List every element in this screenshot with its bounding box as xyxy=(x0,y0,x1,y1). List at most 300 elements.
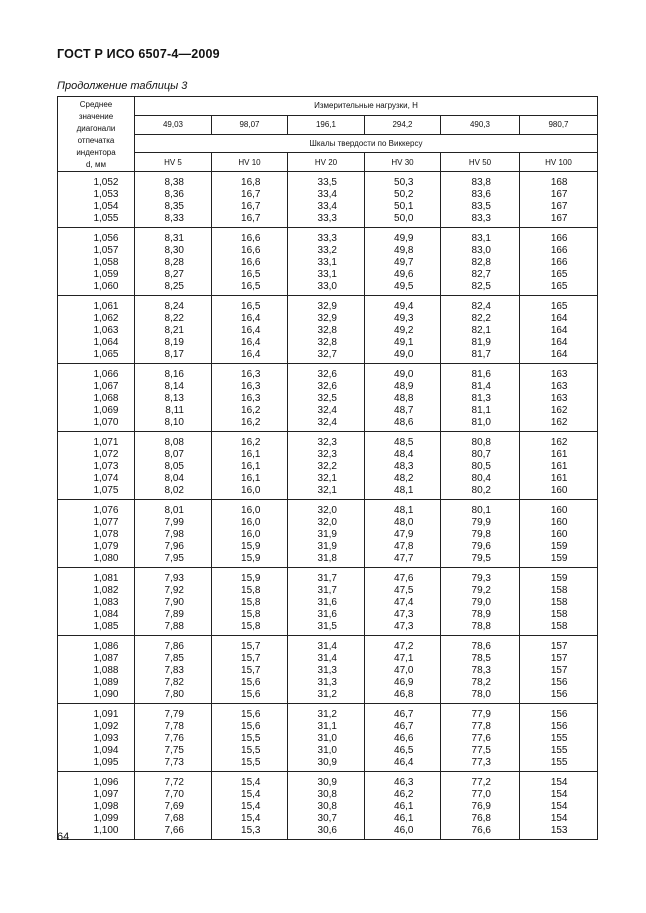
hardness-cell xyxy=(288,801,365,813)
hardness-cell xyxy=(212,568,288,586)
hardness-cell xyxy=(288,257,365,269)
cell-value: 16,0 xyxy=(241,529,261,540)
hardness-cell xyxy=(441,269,520,281)
cell-value: 48,6 xyxy=(394,417,414,428)
hardness-cell xyxy=(212,228,288,246)
cell-value: 47,4 xyxy=(394,597,414,608)
cell-value: 162 xyxy=(550,405,568,416)
hardness-cell xyxy=(212,393,288,405)
cell-value: 48,3 xyxy=(394,461,414,472)
hardness-cell xyxy=(520,609,598,621)
cell-value: 161 xyxy=(550,461,568,472)
hardness-cell xyxy=(288,449,365,461)
hardness-cell xyxy=(441,517,520,529)
cell-value: 159 xyxy=(550,541,568,552)
hardness-cell xyxy=(212,825,288,840)
row-group xyxy=(58,296,598,364)
hardness-cell xyxy=(441,733,520,745)
hardness-cell xyxy=(520,585,598,597)
cell-value: 82,8 xyxy=(471,257,491,268)
cell-value: 1,052 xyxy=(93,177,119,188)
hardness-cell xyxy=(135,325,212,337)
table-row xyxy=(58,245,598,257)
row-group xyxy=(58,432,598,500)
cell-value: 16,1 xyxy=(241,449,261,460)
hardness-cell xyxy=(212,689,288,704)
cell-value: 15,3 xyxy=(241,825,261,836)
hardness-cell xyxy=(288,296,365,314)
cell-value: 16,0 xyxy=(241,517,261,528)
cell-value: 31,7 xyxy=(317,573,337,584)
cell-value: 16,7 xyxy=(241,213,261,224)
hardness-cell xyxy=(441,721,520,733)
hardness-cell xyxy=(212,529,288,541)
hardness-cell xyxy=(135,801,212,813)
cell-value: 8,24 xyxy=(164,301,184,312)
hardness-cell xyxy=(441,393,520,405)
hardness-cell xyxy=(135,733,212,745)
diagonal-cell xyxy=(58,485,135,500)
cell-value: 157 xyxy=(550,653,568,664)
hardness-cell xyxy=(441,689,520,704)
hardness-cell xyxy=(520,393,598,405)
cell-value: 1,086 xyxy=(93,641,119,652)
cell-value: 80,2 xyxy=(471,485,491,496)
diagonal-cell xyxy=(58,529,135,541)
hardness-cell xyxy=(212,245,288,257)
cell-value: 32,1 xyxy=(317,473,337,484)
cell-value: 7,92 xyxy=(164,585,184,596)
diagonal-cell xyxy=(58,228,135,246)
cell-value: 80,8 xyxy=(471,437,491,448)
hardness-cell xyxy=(212,636,288,654)
hardness-cell xyxy=(365,473,441,485)
table-row xyxy=(58,665,598,677)
cell-value: 16,5 xyxy=(241,269,261,280)
cell-value: 1,095 xyxy=(93,757,119,768)
diagonal-cell xyxy=(58,325,135,337)
cell-value: 49,2 xyxy=(394,325,414,336)
hardness-cell xyxy=(212,553,288,568)
diagonal-cell xyxy=(58,745,135,757)
hardness-cell xyxy=(212,349,288,364)
table-caption: Продолжение таблицы 3 xyxy=(57,80,188,92)
hardness-cell xyxy=(288,500,365,518)
hardness-cell xyxy=(365,349,441,364)
hardness-cell xyxy=(365,417,441,432)
diagonal-cell xyxy=(58,473,135,485)
hardness-cell xyxy=(365,485,441,500)
table-row xyxy=(58,449,598,461)
cell-value: 16,4 xyxy=(241,337,261,348)
hardness-cell xyxy=(520,364,598,382)
cell-value: 8,19 xyxy=(164,337,184,348)
diagonal-cell xyxy=(58,721,135,733)
hardness-cell xyxy=(288,313,365,325)
cell-value: 8,17 xyxy=(164,349,184,360)
hardness-cell xyxy=(135,500,212,518)
cell-value: 7,82 xyxy=(164,677,184,688)
hardness-cell xyxy=(441,417,520,432)
cell-value: 1,067 xyxy=(93,381,119,392)
cell-value: 156 xyxy=(550,677,568,688)
cell-value: 155 xyxy=(550,757,568,768)
hardness-cell xyxy=(441,281,520,296)
cell-value: 7,80 xyxy=(164,689,184,700)
hardness-cell xyxy=(288,172,365,190)
cell-value: 47,1 xyxy=(394,653,414,664)
hardness-cell xyxy=(520,568,598,586)
cell-value: 1,078 xyxy=(93,529,119,540)
cell-value: 77,5 xyxy=(471,745,491,756)
scale-header: HV 10 xyxy=(212,153,288,172)
cell-value: 32,8 xyxy=(317,325,337,336)
hardness-cell xyxy=(365,609,441,621)
cell-value: 48,5 xyxy=(394,437,414,448)
cell-value: 50,2 xyxy=(394,189,414,200)
cell-value: 49,8 xyxy=(394,245,414,256)
hardness-cell xyxy=(288,757,365,772)
cell-value: 31,7 xyxy=(317,585,337,596)
hardness-cell xyxy=(365,281,441,296)
hardness-cell xyxy=(288,529,365,541)
cell-value: 48,9 xyxy=(394,381,414,392)
hardness-cell xyxy=(365,213,441,228)
hardness-cell xyxy=(365,636,441,654)
cell-value: 162 xyxy=(550,417,568,428)
hardness-cell xyxy=(212,813,288,825)
cell-value: 7,79 xyxy=(164,709,184,720)
cell-value: 31,3 xyxy=(317,677,337,688)
cell-value: 15,4 xyxy=(241,789,261,800)
cell-value: 49,4 xyxy=(394,301,414,312)
hardness-cell xyxy=(288,364,365,382)
cell-value: 47,2 xyxy=(394,641,414,652)
row-group xyxy=(58,704,598,772)
hardness-cell xyxy=(212,733,288,745)
cell-value: 1,072 xyxy=(93,449,119,460)
cell-value: 81,9 xyxy=(471,337,491,348)
hardness-cell xyxy=(212,500,288,518)
cell-value: 33,1 xyxy=(317,269,337,280)
cell-value: 79,8 xyxy=(471,529,491,540)
hardness-cell xyxy=(288,704,365,722)
stub-line: отпечатка xyxy=(77,136,115,145)
cell-value: 32,9 xyxy=(317,313,337,324)
table-row xyxy=(58,364,598,382)
hardness-cell xyxy=(135,585,212,597)
cell-value: 166 xyxy=(550,245,568,256)
cell-value: 31,4 xyxy=(317,641,337,652)
cell-value: 78,0 xyxy=(471,689,491,700)
hardness-cell xyxy=(365,405,441,417)
hardness-cell xyxy=(520,653,598,665)
cell-value: 15,6 xyxy=(241,721,261,732)
cell-value: 8,13 xyxy=(164,393,184,404)
cell-value: 46,4 xyxy=(394,757,414,768)
hardness-cell xyxy=(135,189,212,201)
table-row xyxy=(58,517,598,529)
cell-value: 155 xyxy=(550,733,568,744)
hardness-cell xyxy=(441,500,520,518)
hardness-cell xyxy=(212,473,288,485)
cell-value: 8,28 xyxy=(164,257,184,268)
cell-value: 16,4 xyxy=(241,349,261,360)
cell-value: 16,4 xyxy=(241,325,261,336)
cell-value: 167 xyxy=(550,201,568,212)
load-value: 294,2 xyxy=(365,115,441,134)
hardness-cell xyxy=(441,529,520,541)
cell-value: 1,098 xyxy=(93,801,119,812)
cell-value: 16,3 xyxy=(241,369,261,380)
row-group xyxy=(58,636,598,704)
cell-value: 164 xyxy=(550,313,568,324)
cell-value: 83,8 xyxy=(471,177,491,188)
cell-value: 48,1 xyxy=(394,505,414,516)
diagonal-cell xyxy=(58,621,135,636)
table-row xyxy=(58,325,598,337)
hardness-cell xyxy=(365,568,441,586)
hardness-cell xyxy=(212,269,288,281)
hardness-cell xyxy=(135,529,212,541)
cell-value: 79,5 xyxy=(471,553,491,564)
cell-value: 15,7 xyxy=(241,665,261,676)
diagonal-cell xyxy=(58,636,135,654)
cell-value: 156 xyxy=(550,689,568,700)
cell-value: 48,8 xyxy=(394,393,414,404)
cell-value: 7,76 xyxy=(164,733,184,744)
cell-value: 76,6 xyxy=(471,825,491,836)
hardness-cell xyxy=(365,689,441,704)
cell-value: 32,1 xyxy=(317,485,337,496)
hardness-cell xyxy=(441,313,520,325)
cell-value: 7,93 xyxy=(164,573,184,584)
cell-value: 78,6 xyxy=(471,641,491,652)
hardness-cell xyxy=(365,245,441,257)
cell-value: 1,091 xyxy=(93,709,119,720)
cell-value: 47,3 xyxy=(394,609,414,620)
cell-value: 1,088 xyxy=(93,665,119,676)
diagonal-cell xyxy=(58,313,135,325)
hardness-cell xyxy=(520,296,598,314)
hardness-cell xyxy=(365,257,441,269)
diagonal-cell xyxy=(58,704,135,722)
cell-value: 8,30 xyxy=(164,245,184,256)
hardness-cell xyxy=(212,677,288,689)
cell-value: 7,85 xyxy=(164,653,184,664)
cell-value: 82,4 xyxy=(471,301,491,312)
hardness-cell xyxy=(365,313,441,325)
cell-value: 78,8 xyxy=(471,621,491,632)
table-row xyxy=(58,349,598,364)
hardness-cell xyxy=(212,597,288,609)
cell-value: 1,057 xyxy=(93,245,119,256)
diagonal-cell xyxy=(58,789,135,801)
cell-value: 46,1 xyxy=(394,801,414,812)
cell-value: 16,2 xyxy=(241,417,261,428)
diagonal-cell xyxy=(58,393,135,405)
cell-value: 16,2 xyxy=(241,405,261,416)
cell-value: 158 xyxy=(550,609,568,620)
hardness-cell xyxy=(520,689,598,704)
cell-value: 7,69 xyxy=(164,801,184,812)
cell-value: 46,9 xyxy=(394,677,414,688)
hardness-cell xyxy=(288,228,365,246)
table-row xyxy=(58,597,598,609)
hardness-cell xyxy=(365,772,441,790)
hardness-cell xyxy=(520,337,598,349)
cell-value: 47,3 xyxy=(394,621,414,632)
cell-value: 83,5 xyxy=(471,201,491,212)
hardness-cell xyxy=(441,609,520,621)
cell-value: 49,1 xyxy=(394,337,414,348)
cell-value: 1,053 xyxy=(93,189,119,200)
row-group xyxy=(58,568,598,636)
cell-value: 8,02 xyxy=(164,485,184,496)
cell-value: 159 xyxy=(550,573,568,584)
cell-value: 83,0 xyxy=(471,245,491,256)
hardness-cell xyxy=(441,665,520,677)
diagonal-cell xyxy=(58,201,135,213)
loads-title: Измерительные нагрузки, Н xyxy=(135,97,598,116)
cell-value: 15,5 xyxy=(241,745,261,756)
cell-value: 31,9 xyxy=(317,541,337,552)
hardness-cell xyxy=(365,517,441,529)
table-row xyxy=(58,789,598,801)
hardness-cell xyxy=(135,541,212,553)
table-row xyxy=(58,568,598,586)
cell-value: 1,085 xyxy=(93,621,119,632)
cell-value: 82,2 xyxy=(471,313,491,324)
cell-value: 8,16 xyxy=(164,369,184,380)
cell-value: 33,1 xyxy=(317,257,337,268)
cell-value: 32,0 xyxy=(317,517,337,528)
cell-value: 7,72 xyxy=(164,777,184,788)
stub-line: диагонали xyxy=(76,124,116,133)
cell-value: 16,3 xyxy=(241,393,261,404)
cell-value: 33,3 xyxy=(317,233,337,244)
cell-value: 16,6 xyxy=(241,245,261,256)
table-row xyxy=(58,473,598,485)
cell-value: 15,4 xyxy=(241,813,261,824)
cell-value: 46,5 xyxy=(394,745,414,756)
cell-value: 1,061 xyxy=(93,301,119,312)
hardness-cell xyxy=(212,257,288,269)
hardness-cell xyxy=(288,541,365,553)
diagonal-cell xyxy=(58,517,135,529)
cell-value: 8,05 xyxy=(164,461,184,472)
hardness-cell xyxy=(365,677,441,689)
cell-value: 1,090 xyxy=(93,689,119,700)
hardness-cell xyxy=(365,364,441,382)
diagonal-cell xyxy=(58,349,135,364)
hardness-cell xyxy=(288,485,365,500)
cell-value: 8,01 xyxy=(164,505,184,516)
hardness-cell xyxy=(365,825,441,840)
hardness-cell xyxy=(288,432,365,450)
hardness-cell xyxy=(520,529,598,541)
table-row xyxy=(58,757,598,772)
cell-value: 161 xyxy=(550,473,568,484)
cell-value: 158 xyxy=(550,621,568,632)
diagonal-cell xyxy=(58,172,135,190)
hardness-cell xyxy=(212,585,288,597)
hardness-cell xyxy=(212,745,288,757)
cell-value: 16,5 xyxy=(241,301,261,312)
cell-value: 7,90 xyxy=(164,597,184,608)
hardness-cell xyxy=(288,653,365,665)
cell-value: 1,084 xyxy=(93,609,119,620)
cell-value: 15,7 xyxy=(241,641,261,652)
diagonal-cell xyxy=(58,813,135,825)
cell-value: 165 xyxy=(550,301,568,312)
cell-value: 153 xyxy=(550,825,568,836)
hardness-cell xyxy=(520,553,598,568)
hardness-cell xyxy=(441,653,520,665)
hardness-cell xyxy=(365,789,441,801)
hardness-cell xyxy=(212,609,288,621)
hardness-cell xyxy=(288,789,365,801)
hardness-cell xyxy=(441,449,520,461)
cell-value: 49,3 xyxy=(394,313,414,324)
cell-value: 1,065 xyxy=(93,349,119,360)
cell-value: 1,092 xyxy=(93,721,119,732)
cell-value: 161 xyxy=(550,449,568,460)
cell-value: 16,7 xyxy=(241,201,261,212)
cell-value: 80,7 xyxy=(471,449,491,460)
hardness-cell xyxy=(441,228,520,246)
cell-value: 82,5 xyxy=(471,281,491,292)
hardness-cell xyxy=(365,228,441,246)
cell-value: 30,9 xyxy=(317,757,337,768)
hardness-cell xyxy=(212,201,288,213)
hardness-cell xyxy=(135,772,212,790)
cell-value: 16,0 xyxy=(241,485,261,496)
cell-value: 31,3 xyxy=(317,665,337,676)
diagonal-cell xyxy=(58,801,135,813)
hardness-cell xyxy=(212,213,288,228)
hardness-cell xyxy=(288,281,365,296)
cell-value: 164 xyxy=(550,349,568,360)
cell-value: 16,8 xyxy=(241,177,261,188)
hardness-cell xyxy=(135,757,212,772)
cell-value: 1,073 xyxy=(93,461,119,472)
cell-value: 8,10 xyxy=(164,417,184,428)
cell-value: 30,7 xyxy=(317,813,337,824)
cell-value: 1,097 xyxy=(93,789,119,800)
cell-value: 15,9 xyxy=(241,541,261,552)
hardness-cell xyxy=(135,721,212,733)
hardness-cell xyxy=(212,721,288,733)
hardness-cell xyxy=(288,568,365,586)
hardness-cell xyxy=(520,772,598,790)
cell-value: 8,35 xyxy=(164,201,184,212)
cell-value: 81,1 xyxy=(471,405,491,416)
cell-value: 78,5 xyxy=(471,653,491,664)
cell-value: 77,0 xyxy=(471,789,491,800)
table-row xyxy=(58,653,598,665)
hardness-cell xyxy=(441,364,520,382)
cell-value: 78,2 xyxy=(471,677,491,688)
table-row xyxy=(58,337,598,349)
table-row xyxy=(58,801,598,813)
row-group xyxy=(58,772,598,840)
cell-value: 8,08 xyxy=(164,437,184,448)
cell-value: 1,087 xyxy=(93,653,119,664)
hardness-cell xyxy=(135,485,212,500)
cell-value: 15,4 xyxy=(241,801,261,812)
hardness-cell xyxy=(365,597,441,609)
